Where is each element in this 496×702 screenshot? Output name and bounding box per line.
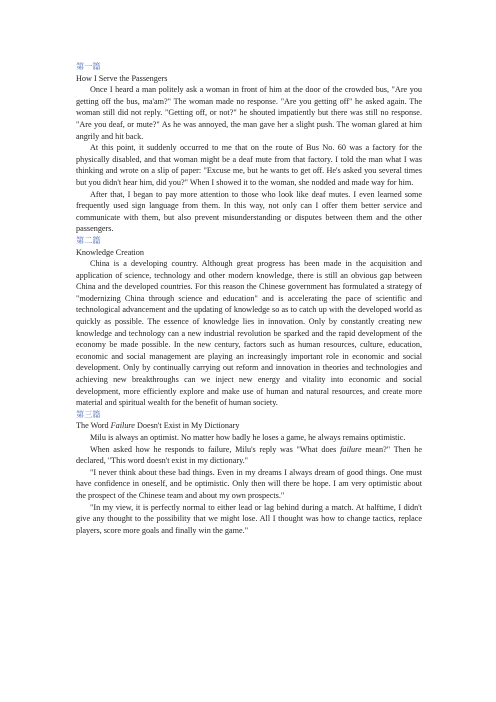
section-3-title-italic: Failure [110,421,135,431]
section-3-paragraph-2-italic: failure [340,444,362,454]
section-1-paragraph-1: Once I heard a man politely ask a woman in front of him at the door of the crowded bus, "Are you getting off the bus, ma'am?" The woman made no response. "Are you getting off" he asked again. The woman still did not reply. "Getting off, or not?" he shouted impatiently but there was still no response. "Are you deaf, or mute?" As he was annoyed, the man gave her a slight push. The woman glared at him angrily and hit back. [76,85,422,141]
document-page [76,61,422,536]
section-2-heading: 第二篇 [76,235,101,245]
section-3-paragraph-2 [76,444,422,467]
section-3-paragraph-4: "In my view, it is perfectly normal to either lead or lag behind during a match. At halftime, I didn't give any thought to the possibility that we might lose. All I thought was how to change tactics, replace players, score more goals and finally win the game." [76,502,422,535]
section-3-paragraph-3: "I never think about these bad things. Even in my dreams I always dream of good things. One must have confidence in oneself, and be optimistic. Only then will there be hope. I am very optimistic about the prospect of the Chinese team and about my own prospects." [76,467,422,500]
section-3-title-part-2: Doesn't Exist in My Dictionary [134,421,240,431]
section-1-heading: 第一篇 [76,62,101,71]
section-1-paragraph-2: At this point, it suddenly occurred to me that on the route of Bus No. 60 was a factory for the physically disabled, and that woman might be a deaf mute from that factory. I told the man what I was thinking and wrote on a slip of paper: "Excuse me, but he wants to get off. He's asked you several times but you didn't hear him, did you?" When I showed it to the woman, she nodded and made way for him. [76,143,422,187]
section-3-title [76,420,422,432]
section-3-title-part-1: The Word [76,421,111,431]
section-3-paragraph-2-part-1: When asked how he responds to failure, Milu's reply was "What does [90,444,341,454]
section-3-paragraph-1: Milu is always an optimist. No matter how badly he loses a game, he always remains optimistic. [90,433,406,442]
section-1-title: How I Serve the Passengers [76,73,168,83]
section-2-title: Knowledge Creation [76,247,144,257]
section-3-paragraph-2-part-2: mean?" Then he declared, "This word doesn't exist in my dictionary." [76,444,422,466]
section-2-paragraph-1: China is a developing country. Although great progress has been made in the acquisition and application of science, technology and other modern knowledge, there is still an obvious gap between China and the developed countries. For this reason the Chinese government has formulated a strategy of "modernizing China through science and education" and is accelerating the pace of scientific and technological advancement and the updating of knowledge so as to catch up with the developed world as quickly as possible. The essence of knowledge lies in innovation. Only by constantly creating new knowledge and technology can a new industrial revolution be sparked and the rapid development of the economy be made possible. In the new century, factors such as human resources, culture, education, economic and social management are playing an increasingly important role in economic and social development. Only by continually carrying out reform and innovation in theories and technologies and achieving new breakthroughs can we inject new energy and vitality into economic and social development, more efficiently explore and make use of human and natural resources, and create more material and spiritual wealth for the benefit of human society. [76,259,422,408]
section-3-heading: 第三篇 [76,409,101,419]
section-1-paragraph-3: After that, I began to pay more attention to those who look like deaf mutes. I even learned some frequently used sign language from them. In this way, not only can I offer them better service and communicate with them, but also prevent misunderstanding or disputes between them and the other passengers. [76,189,422,234]
